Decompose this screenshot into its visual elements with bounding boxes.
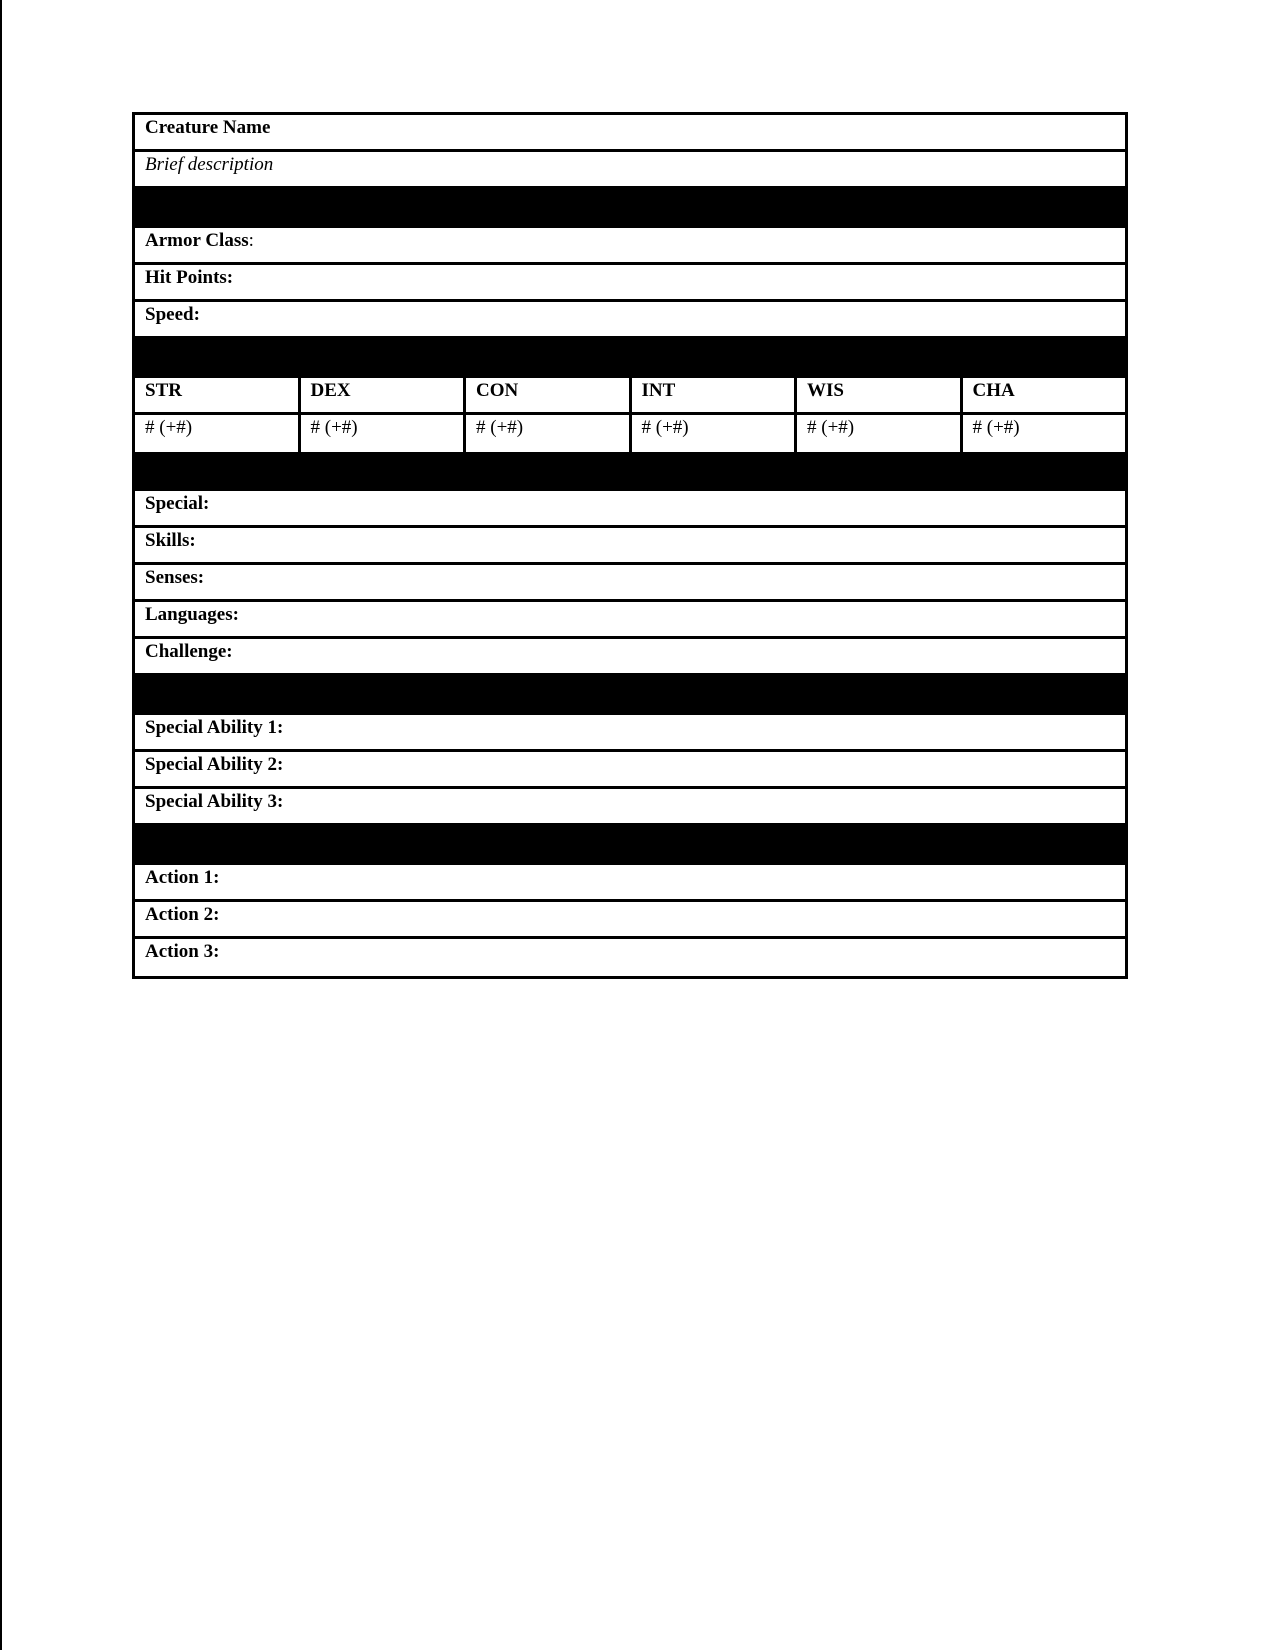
action-2-label: Action 2:: [145, 904, 220, 925]
challenge-field[interactable]: [135, 639, 1125, 676]
armor-class-field[interactable]: [135, 228, 1125, 265]
special-ability-3-label: Special Ability 3:: [145, 791, 284, 812]
ability-values-row: [135, 415, 1125, 452]
section-divider: [135, 676, 1125, 715]
ability-value-str[interactable]: # (+#): [135, 415, 301, 452]
action-1-field[interactable]: [135, 865, 1125, 902]
ability-value-con[interactable]: # (+#): [466, 415, 632, 452]
creature-stat-block: [132, 112, 1128, 979]
speed-label: Speed:: [145, 304, 200, 325]
section-divider: [135, 339, 1125, 378]
action-3-field[interactable]: [135, 939, 1125, 976]
creature-name-field[interactable]: [135, 115, 1125, 152]
speed-field[interactable]: [135, 302, 1125, 339]
special-ability-1-field[interactable]: [135, 715, 1125, 752]
ability-value-wis[interactable]: # (+#): [797, 415, 963, 452]
languages-label: Languages:: [145, 604, 239, 625]
ability-value-int[interactable]: # (+#): [632, 415, 798, 452]
special-ability-2-label: Special Ability 2:: [145, 754, 284, 775]
creature-name: Creature Name: [145, 117, 271, 138]
section-divider: [135, 452, 1125, 491]
action-1-label: Action 1:: [145, 867, 220, 888]
hit-points-field[interactable]: [135, 265, 1125, 302]
skills-label: Skills:: [145, 530, 196, 551]
description-field[interactable]: [135, 152, 1125, 189]
special-ability-2-field[interactable]: [135, 752, 1125, 789]
ability-header-wis: WIS: [797, 378, 963, 412]
hit-points-label: Hit Points:: [145, 267, 234, 288]
ability-headers-row: [135, 378, 1125, 415]
armor-class-label: Armor Class: [145, 230, 249, 251]
special-label: Special:: [145, 493, 210, 514]
ability-header-cha: CHA: [972, 380, 1015, 401]
ability-header-int: INT: [632, 378, 798, 412]
brief-description: Brief description: [145, 154, 274, 175]
challenge-label: Challenge:: [145, 641, 233, 662]
ability-value-cha[interactable]: # (+#): [972, 417, 1020, 438]
ability-header-dex: DEX: [301, 378, 467, 412]
special-ability-3-field[interactable]: [135, 789, 1125, 826]
skills-field[interactable]: [135, 528, 1125, 565]
languages-field[interactable]: [135, 602, 1125, 639]
action-2-field[interactable]: [135, 902, 1125, 939]
ability-header-str: STR: [135, 378, 301, 412]
senses-field[interactable]: [135, 565, 1125, 602]
special-ability-1-label: Special Ability 1:: [145, 717, 284, 738]
action-3-label: Action 3:: [145, 941, 220, 962]
armor-class-colon: :: [248, 230, 254, 251]
section-divider: [135, 826, 1125, 865]
special-field[interactable]: [135, 491, 1125, 528]
section-divider: [135, 189, 1125, 228]
ability-value-dex[interactable]: # (+#): [301, 415, 467, 452]
ability-header-con: CON: [466, 378, 632, 412]
page-edge-line: [0, 0, 2, 1650]
senses-label: Senses:: [145, 567, 205, 588]
